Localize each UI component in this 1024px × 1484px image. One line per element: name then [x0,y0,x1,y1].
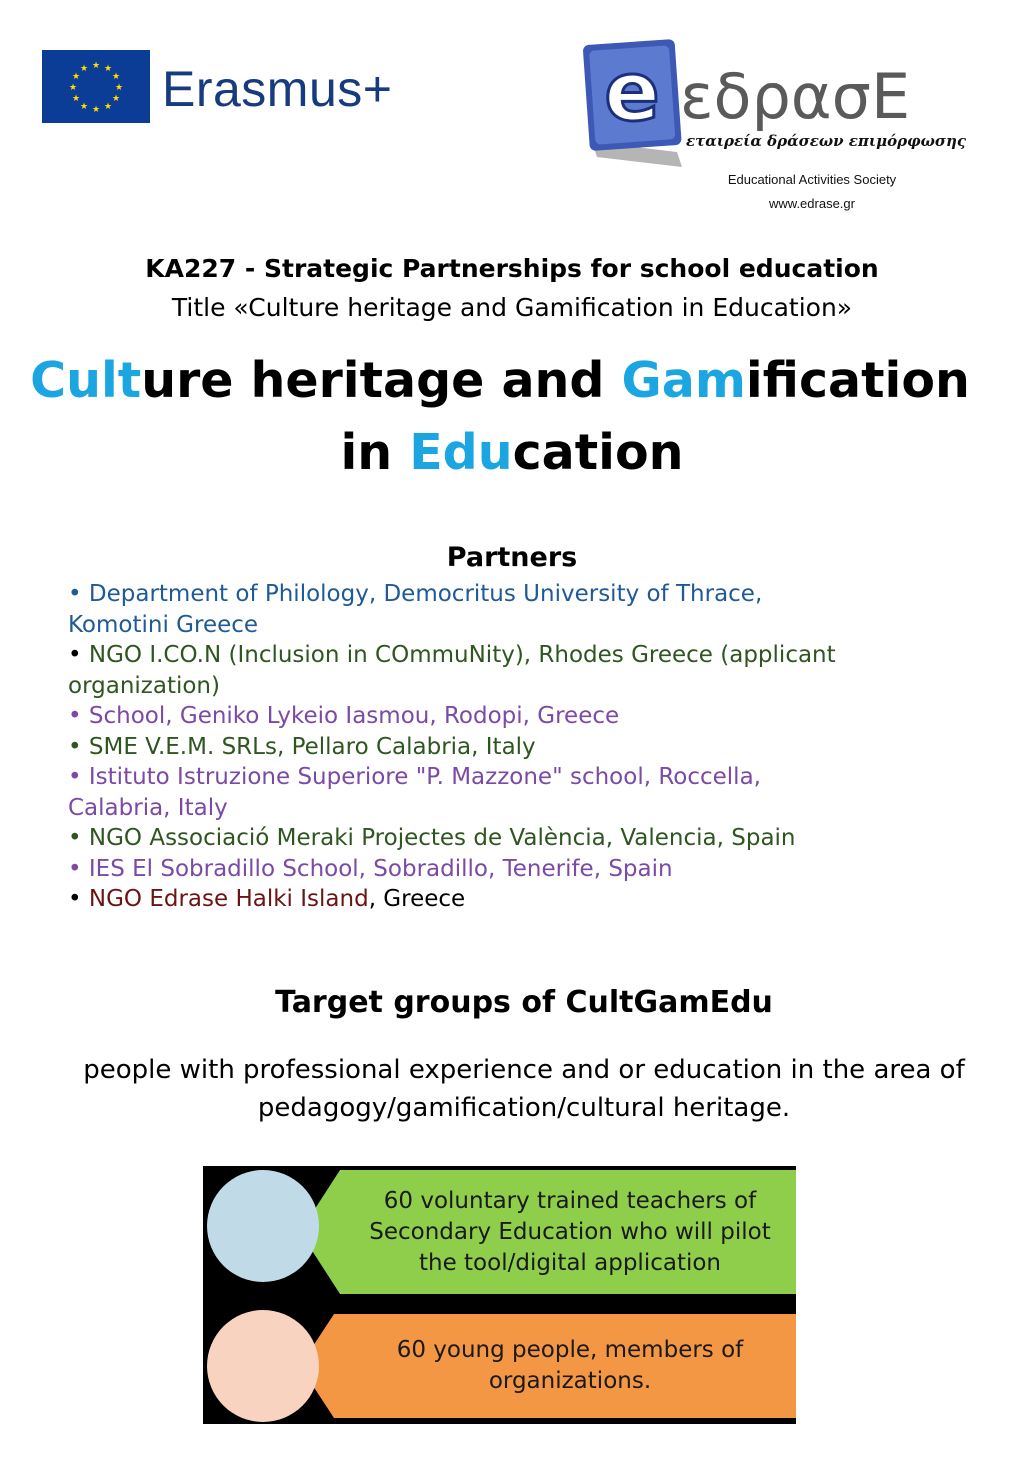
svg-text:★: ★ [91,61,101,71]
partner-item: • Istituto Istruzione Superiore "P. Mazzone" school, Roccella, Calabria, Italy [68,764,761,821]
title-gam: Gam [621,352,746,409]
erasmus-plus-logo [42,50,402,125]
main-title-line-1 [0,352,1012,409]
title-ification: ification [745,352,970,409]
target-group-row [203,1308,796,1424]
svg-text:e: e [604,45,660,140]
target-groups-description: people with professional experience and or education in the area of pedagogy/gamification/cultural heritage. [83,1055,965,1123]
edrase-greek-wordmark: εδρασΕ [680,60,911,133]
partner-item: • NGO I.CO.N (Inclusion in COmmuNity), Rhodes Greece (applicant organization) [68,642,836,699]
svg-text:★: ★ [111,72,121,82]
partner-item: • NGO Edrase Halki Island, Greece [68,886,466,912]
title-cation: cation [512,424,684,481]
svg-text:★: ★ [103,102,113,112]
partners-list [68,579,958,915]
svg-text:★: ★ [68,83,78,93]
target-group-box [300,1314,796,1418]
target-group-circle [207,1310,319,1422]
project-title-line: Title «Culture heritage and Gamification in Education» [171,293,853,322]
target-groups-infographic [203,1166,796,1424]
erasmus-wordmark: Erasmus+ [162,61,393,117]
partner-item: • Department of Philology, Democritus University of Thrace, Komotini Greece [68,581,763,638]
edrase-website-link[interactable]: www.edrase.gr [769,196,855,211]
ka-program-line: KA227 - Strategic Partnerships for school education [145,254,879,283]
partners-heading: Partners [446,542,578,573]
svg-text:★: ★ [71,72,81,82]
eu-flag-icon [42,50,150,123]
partner-item: • IES El Sobradillo School, Sobradillo, Tenerife, Spain [68,855,673,882]
edrase-society-label: Educational Activities Society [727,172,897,187]
title-edu: Edu [409,424,513,481]
title-ure-heritage-and: ure heritage and [141,352,622,409]
target-group-text: 60 voluntary trained teachers of Secondary Education who will pilot the tool/digital application [369,1187,771,1276]
svg-text:★: ★ [103,64,113,74]
main-title-line-2 [0,424,1024,481]
partner-item: • School, Geniko Lykeio Iasmou, Rodopi, Greece [68,703,620,729]
title-in: in [340,424,410,481]
target-group-box [300,1170,796,1294]
title-cult: Cult [30,352,142,409]
svg-text:★: ★ [79,102,89,112]
svg-text:★: ★ [114,83,124,93]
target-group-row [203,1166,796,1306]
edrase-tagline: εταιρεία δράσεων επιμόρφωσης [686,132,967,150]
target-groups-heading: Target groups of CultGamEdu [275,985,773,1020]
svg-text:★: ★ [71,94,81,104]
partner-item: • SME V.E.M. SRLs, Pellaro Calabria, Italy [68,733,536,760]
target-group-circle [207,1170,319,1282]
svg-text:★: ★ [79,64,89,74]
target-group-text: 60 young people, members of organizations. [396,1337,744,1394]
partner-item: • NGO Associació Meraki Projectes de València, Valencia, Spain [68,825,796,851]
svg-text:★: ★ [111,94,121,104]
svg-text:★: ★ [91,105,101,115]
